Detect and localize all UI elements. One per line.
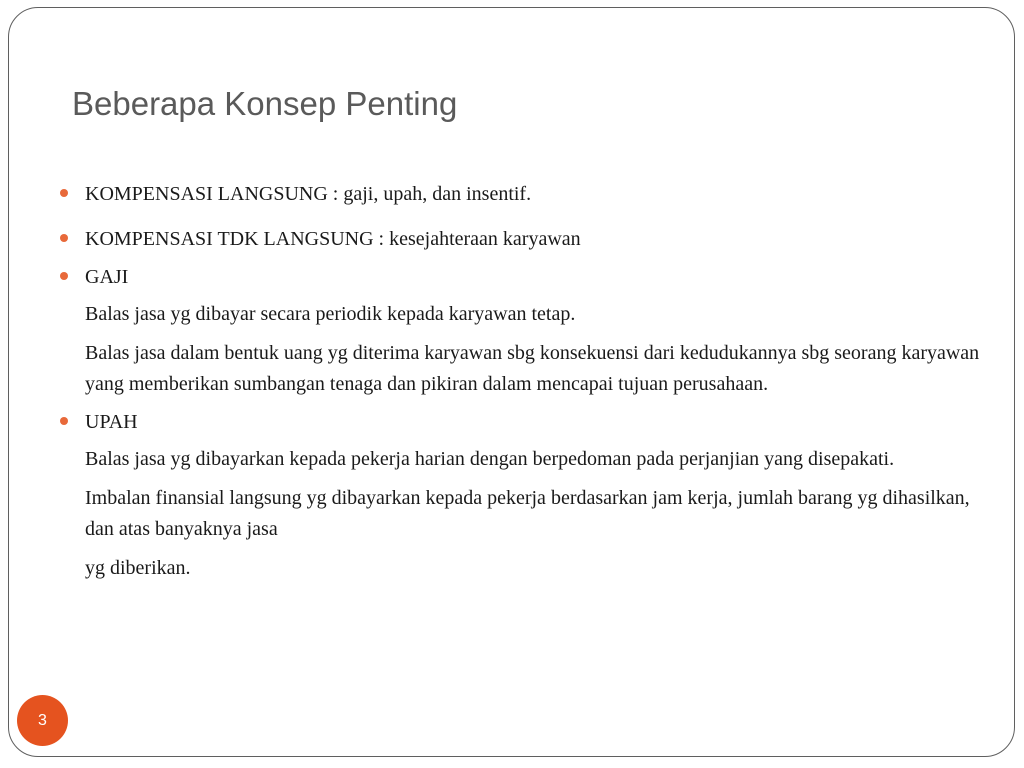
bullet-upah [59, 404, 984, 440]
gaji-paragraph: Balas jasa yg dibayar secara periodik kepada karyawan tetap. [85, 303, 576, 325]
slide-content [59, 176, 984, 592]
bullet-kompensasi-tdk-langsung [59, 221, 984, 257]
upah-paragraph: Balas jasa yg dibayarkan kepada pekerja harian dengan berpedoman pada perjanjian yang disepakati. [85, 448, 895, 470]
bullet-kompensasi-langsung [59, 176, 984, 212]
gaji-paragraph: Balas jasa dalam bentuk uang yg diterima karyawan sbg konsekuensi dari kedudukannya sbg seorang karyawan yang memberikan sumbangan tenaga dan pikiran dalam mencapai tujuan perusahaan. [85, 342, 980, 395]
bullet-dot-icon [60, 234, 68, 242]
page-number-badge: 3 [17, 695, 68, 746]
slide-title: Beberapa Konsep Penting [72, 85, 458, 122]
bullet-label: UPAH [85, 411, 138, 433]
bullet-dot-icon [60, 417, 68, 425]
upah-paragraph: Imbalan finansial langsung yg dibayarkan kepada pekerja berdasarkan jam kerja, jumlah barang yg dihasilkan, dan atas banyaknya jasa [85, 487, 970, 540]
bullet-dot-icon [60, 189, 68, 197]
upah-paragraph: yg diberikan. [85, 557, 191, 579]
bullet-label: KOMPENSASI LANGSUNG : gaji, upah, dan insentif. [85, 183, 532, 205]
slide-frame [8, 7, 1015, 757]
bullet-dot-icon [60, 272, 68, 280]
bullet-label: GAJI [85, 266, 129, 288]
bullet-label: KOMPENSASI TDK LANGSUNG : kesejahteraan karyawan [85, 228, 581, 250]
bullet-gaji [59, 259, 984, 295]
